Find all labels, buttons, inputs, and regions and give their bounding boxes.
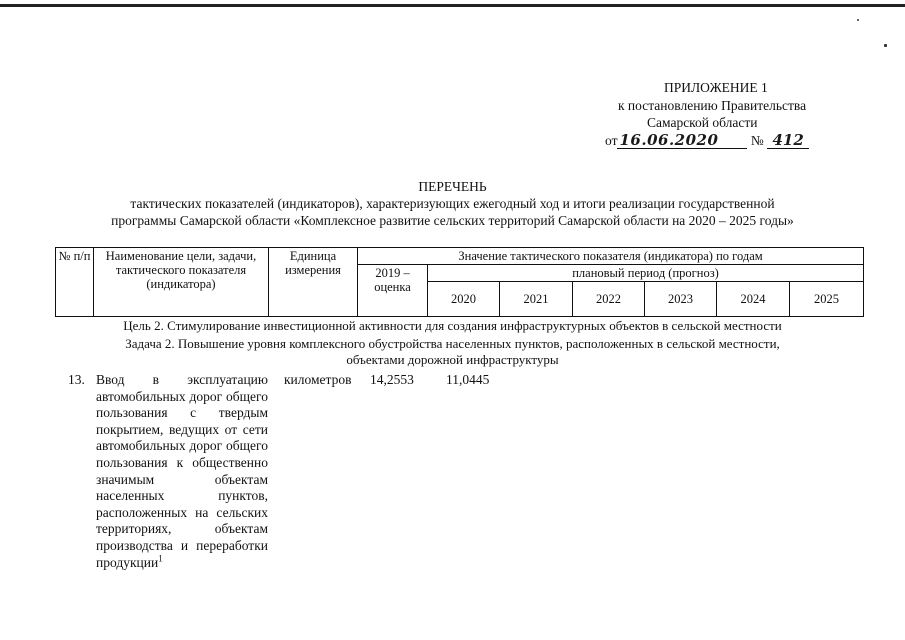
col-header-unit: Единица измерения — [269, 248, 358, 317]
goal-line: Цель 2. Стимулирование инвестиционной активности для создания инфраструктурных объектов в сельской местности — [123, 318, 782, 333]
scan-speck — [857, 19, 859, 21]
col-header-values: Значение тактического показателя (индикатора) по годам — [358, 248, 864, 265]
col-header-estimate: 2019 – оценка — [358, 265, 428, 317]
document-subtitle-line2: программы Самарской области «Комплексное развитие сельских территорий Самарской области на 2020 – 2025 годы» — [111, 213, 794, 228]
col-header-year: 2022 — [573, 282, 645, 317]
task-line-continued: объектами дорожной инфраструктуры — [346, 352, 559, 367]
appendix-title: ПРИЛОЖЕНИЕ 1 — [664, 80, 768, 95]
value-2020: 11,0445 — [446, 372, 490, 387]
indicator-table-header — [55, 247, 864, 317]
document-heading: ПЕРЕЧЕНЬ — [418, 179, 487, 194]
col-header-year: 2024 — [717, 282, 790, 317]
col-header-year: 2021 — [500, 282, 573, 317]
scan-speck — [884, 44, 887, 47]
scan-top-border — [0, 4, 905, 7]
appendix-region: Самарской области — [647, 115, 758, 130]
from-label: от — [605, 133, 618, 148]
indicator-description — [96, 372, 268, 571]
indicator-description-text: Ввод в эксплуатацию автомобильных дорог общего пользования с твердым покрытием, ведущих от сети автомобильных дорог общего пользования к общественно значимым объектам населенных пунктов, расположенных на сельских территориях, объектам производства и переработки продукции — [96, 372, 268, 570]
row-number: 13. — [68, 372, 85, 387]
appendix-resolution: к постановлению Правительства — [618, 98, 807, 113]
handwritten-number: 412 — [767, 132, 809, 149]
col-header-name: Наименование цели, задачи, тактического показателя (индикатора) — [94, 248, 269, 317]
value-2019-estimate: 14,2553 — [370, 372, 414, 387]
indicator-unit: километров — [284, 372, 352, 387]
handwritten-date: 16.06.2020 — [617, 132, 747, 149]
task-line: Задача 2. Повышение уровня комплексного обустройства населенных пунктов, расположенных в сельской местности, — [125, 336, 780, 351]
document-subtitle-line1: тактических показателей (индикаторов), характеризующих ежегодный ход и итоги реализации государственной — [130, 196, 775, 211]
col-header-year: 2025 — [790, 282, 864, 317]
col-header-plan: плановый период (прогноз) — [428, 265, 864, 282]
col-header-year: 2023 — [645, 282, 717, 317]
number-label: № — [750, 133, 764, 148]
footnote-mark: 1 — [158, 553, 163, 564]
appendix-date-line — [605, 132, 809, 150]
col-header-year: 2020 — [428, 282, 500, 317]
col-header-number: № п/п — [56, 248, 94, 317]
